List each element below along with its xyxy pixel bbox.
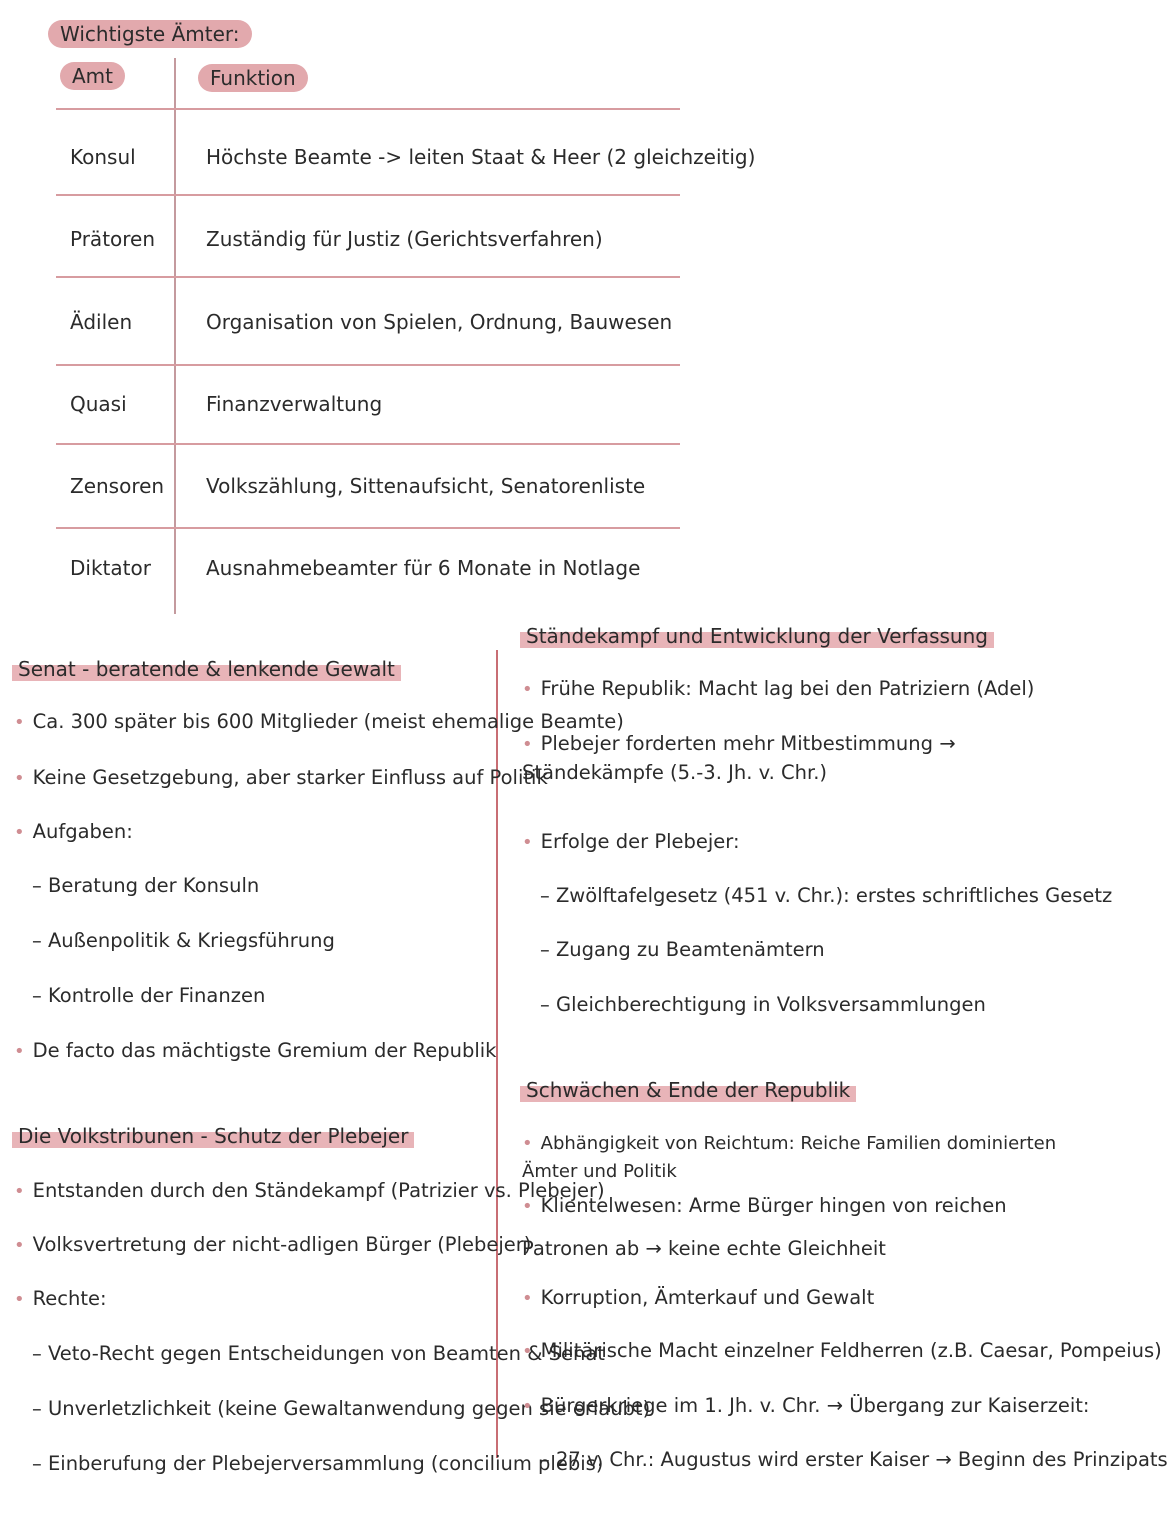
table-row-divider [56,276,680,278]
senat-subitem: – Kontrolle der Finanzen [32,982,265,1010]
staendekampf-subitem: – Zugang zu Beamtenämtern [540,936,825,964]
staendekampf-item: • Erfolge der Plebejer: [522,828,740,857]
ende-subitem: – 27 v. Chr.: Augustus wird erster Kaiser → Beginn des Prinzipats [540,1446,1168,1474]
ende-item: • Korruption, Ämterkauf und Gewalt [522,1284,874,1313]
table-row-funktion: Volkszählung, Sittenaufsicht, Senatorenliste [206,474,646,498]
table-title: Wichtigste Ämter: [48,20,252,48]
table-row-divider [56,527,680,529]
table-row-funktion: Finanzverwaltung [206,392,383,416]
tribunen-subitem: – Einberufung der Plebejerversammlung (concilium plebis) [32,1450,603,1478]
senat-item: • De facto das mächtigste Gremium der Republik [14,1037,496,1066]
table-header-amt: Amt [60,62,125,90]
senat-subitem: – Beratung der Konsuln [32,872,259,900]
table-row-divider [56,443,680,445]
table-row-funktion: Organisation von Spielen, Ordnung, Bauwesen [206,310,673,334]
table-row-funktion: Zuständig für Justiz (Gerichtsverfahren) [206,227,603,251]
staendekampf-heading: Ständekampf und Entwicklung der Verfassung [520,622,994,650]
ende-item: • Klientelwesen: Arme Bürger hingen von reichen Patronen ab → keine echte Gleichheit [522,1185,1062,1270]
tribunen-subitem: – Unverletzlichkeit (keine Gewaltanwendung gegen sie erlaubt) [32,1395,650,1423]
table-row-amt: Prätoren [70,227,156,251]
staendekampf-item: • Plebejer forderten mehr Mitbestimmung → Ständekämpfe (5.-3. Jh. v. Chr.) [522,730,1062,787]
table-row-amt: Diktator [70,556,151,580]
table-row-divider [56,108,680,110]
staendekampf-subitem: – Zwölftafelgesetz (451 v. Chr.): erstes schriftliches Gesetz [540,882,1112,910]
table-row-divider [56,194,680,196]
staendekampf-subitem: – Gleichberechtigung in Volksversammlungen [540,991,986,1019]
senat-subitem: – Außenpolitik & Kriegsführung [32,927,335,955]
senat-item: • Keine Gesetzgebung, aber starker Einfluss auf Politik [14,764,548,793]
ende-heading: Schwächen & Ende der Republik [520,1076,856,1104]
senat-item: • Aufgaben: [14,818,133,847]
tribunen-item: • Entstanden durch den Ständekampf (Patrizier vs. Plebejer) [14,1177,605,1206]
ende-item: • Militärische Macht einzelner Feldherren (z.B. Caesar, Pompeius) [522,1337,1162,1366]
tribunen-heading: Die Volkstribunen - Schutz der Plebejer [12,1122,414,1150]
table-row-funktion: Ausnahmebeamter für 6 Monate in Notlage [206,556,641,580]
table-row-amt: Konsul [70,145,136,169]
tribunen-item: • Volksvertretung der nicht-adligen Bürger (Plebejer) [14,1231,531,1260]
table-row-funktion: Höchste Beamte -> leiten Staat & Heer (2 gleichzeitig) [206,145,756,169]
table-column-divider [174,58,176,614]
table-row-amt: Ädilen [70,310,133,334]
table-row-amt: Quasi [70,392,127,416]
table-header-funktion: Funktion [198,64,308,92]
tribunen-item: • Rechte: [14,1285,107,1314]
tribunen-subitem: – Veto-Recht gegen Entscheidungen von Beamten & Senat [32,1340,605,1368]
senat-heading: Senat - beratende & lenkende Gewalt [12,655,401,683]
ende-item: • Abhängigkeit von Reichtum: Reiche Familien dominierten Ämter und Politik [522,1130,1070,1186]
ende-item: • Bürgerkriege im 1. Jh. v. Chr. → Übergang zur Kaiserzeit: [522,1392,1089,1421]
senat-item: • Ca. 300 später bis 600 Mitglieder (meist ehemalige Beamte) [14,708,624,737]
table-row-divider [56,364,680,366]
table-row-amt: Zensoren [70,474,165,498]
staendekampf-item: • Frühe Republik: Macht lag bei den Patriziern (Adel) [522,675,1034,704]
